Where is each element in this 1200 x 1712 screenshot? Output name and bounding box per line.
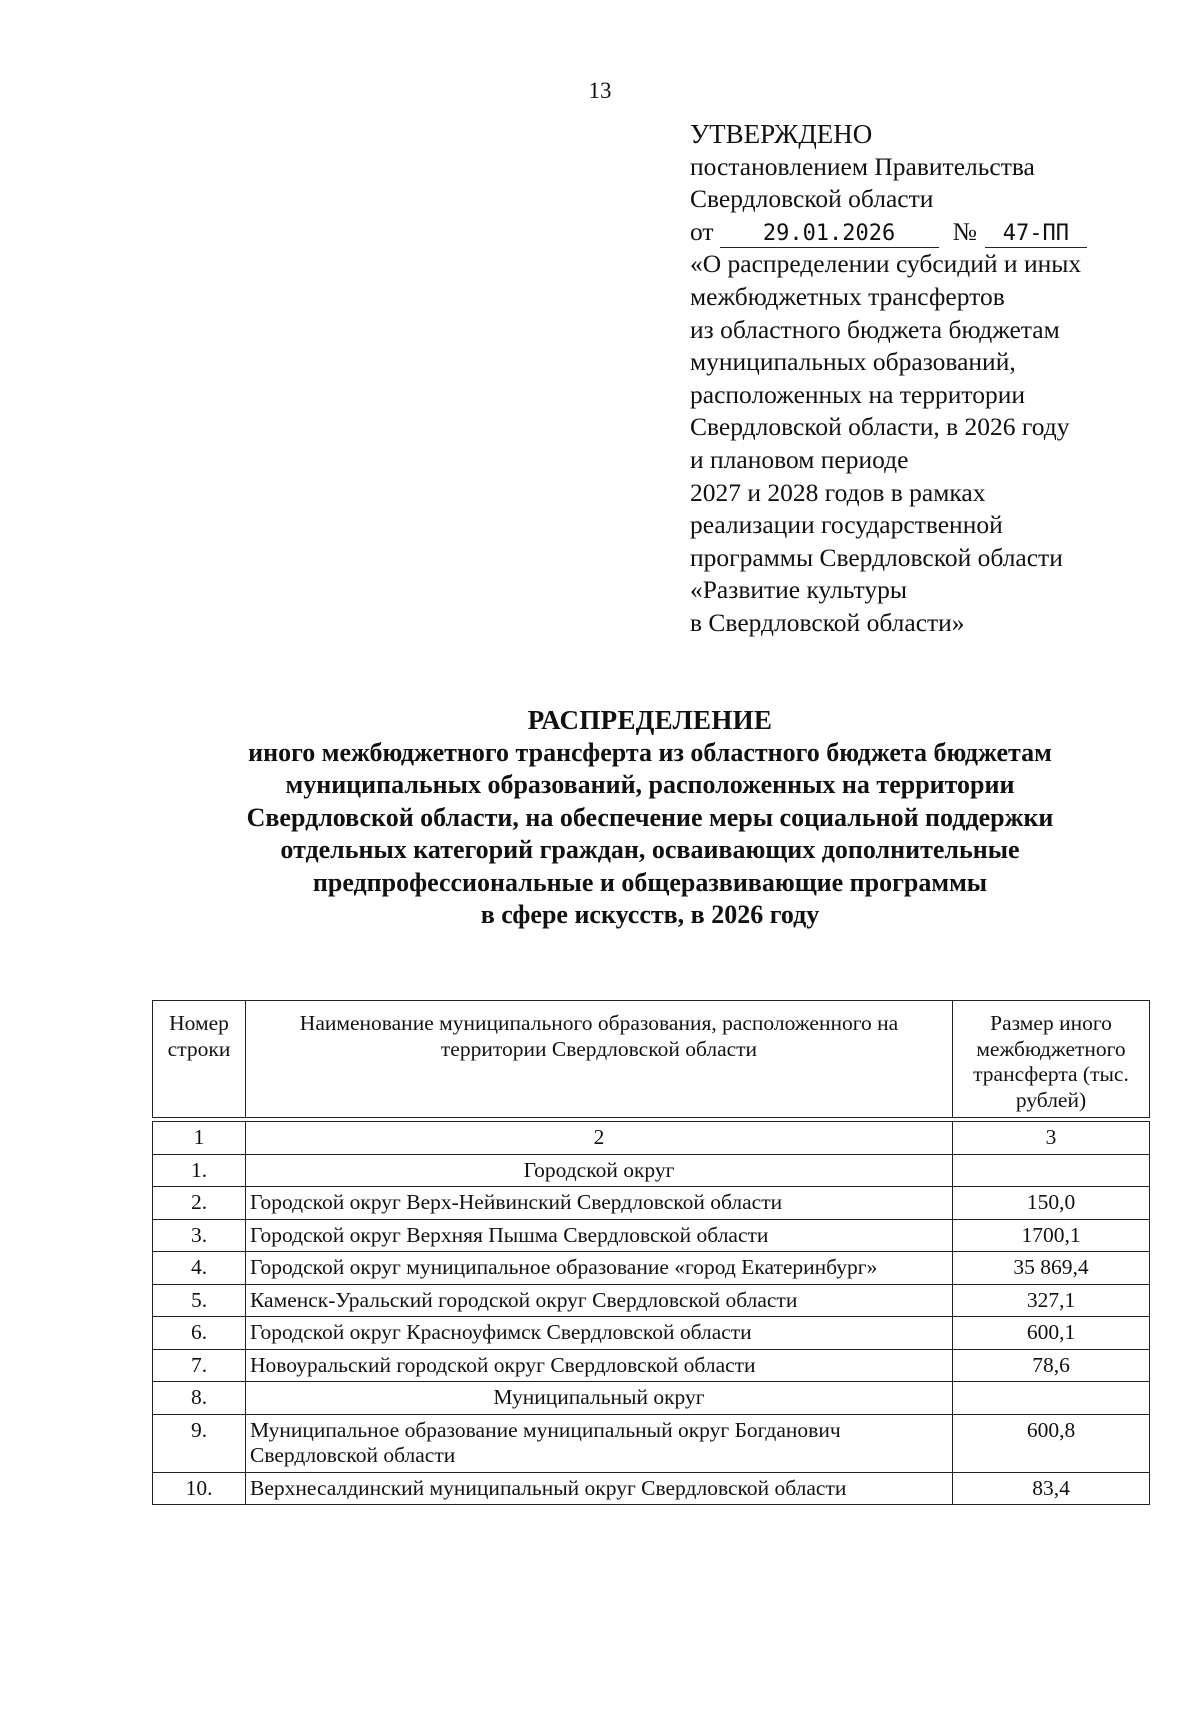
municipality-name: Городской округ Верхняя Пышма Свердловской области [246,1219,953,1252]
transfer-amount: 1700,1 [953,1219,1150,1252]
distribution-table [152,1000,1150,1505]
table-row [153,1317,1150,1350]
column-numbers-row [153,1122,1150,1155]
municipality-name: Городской округ Красноуфимск Свердловской области [246,1317,953,1350]
row-number: 5. [153,1284,246,1317]
decree-subject-line: муниципальных образований, [690,347,1016,377]
table-row [153,1472,1150,1505]
row-number: 10. [153,1472,246,1505]
transfer-amount [953,1154,1150,1187]
row-number: 7. [153,1349,246,1382]
table-row [153,1252,1150,1285]
transfer-amount: 600,1 [953,1317,1150,1350]
decree-subject-line: 2027 и 2028 годов в рамках [690,477,986,507]
decree-subject-line: из областного бюджета бюджетам [690,314,1060,344]
municipality-name: Городской округ Верх-Нейвинский Свердловской области [246,1187,953,1220]
transfer-amount: 150,0 [953,1187,1150,1220]
row-number: 4. [153,1252,246,1285]
title-line: отдельных категорий граждан, осваивающих дополнительные [280,835,1020,864]
transfer-amount: 327,1 [953,1284,1150,1317]
title-heading: РАСПРЕДЕЛЕНИЕ [527,705,773,735]
decree-subject-line: «О распределении субсидий и иных [690,249,1082,279]
decree-subject-line: реализации государственной [690,510,1003,540]
column-number: 3 [953,1122,1150,1155]
title-text [130,737,1170,932]
municipality-name: Городской округ муниципальное образование «город Екатеринбург» [246,1252,953,1285]
decree-subject-line: и плановом периоде [690,444,909,474]
title-line: муниципальных образований, расположенных на территории [285,770,1015,799]
column-number: 1 [153,1122,246,1155]
header-row-number: Номер строки [153,1001,246,1118]
row-number: 1. [153,1154,246,1187]
section-heading: Муниципальный округ [246,1382,953,1415]
decree-subject-line: межбюджетных трансфертов [690,281,1005,311]
title-line: предпрофессиональные и общеразвивающие программы [312,867,988,897]
table-header-row [153,1001,1150,1118]
decree-date: 29.01.2026 [720,221,939,248]
decree-subject-line: в Свердловской области» [690,607,965,637]
approved-label: УТВЕРЖДЕНО [690,119,873,149]
approval-line-1: постановлением Правительства [690,151,1035,181]
number-sign: № [952,216,977,246]
transfer-amount [953,1382,1150,1415]
decree-date-number-line [690,216,1170,249]
row-number: 9. [153,1414,246,1472]
row-number: 8. [153,1382,246,1415]
title-line: иного межбюджетного трансферта из областного бюджета бюджетам [248,737,1052,767]
table-row [153,1382,1150,1415]
table-row [153,1284,1150,1317]
table-row [153,1154,1150,1187]
date-prefix: от [690,216,714,246]
column-number: 2 [246,1122,953,1155]
table-row [153,1349,1150,1382]
decree-subject-line: расположенных на территории [690,379,1025,409]
row-number: 2. [153,1187,246,1220]
municipality-name: Каменск-Уральский городской округ Свердловской области [246,1284,953,1317]
transfer-amount: 78,6 [953,1349,1150,1382]
table-row [153,1414,1150,1472]
municipality-name: Муниципальное образование муниципальный округ Богданович Свердловской области [246,1414,953,1472]
title-line: Свердловской области, на обеспечение меры социальной поддержки [246,802,1054,832]
header-municipality-name: Наименование муниципального образования, расположенного на территории Свердловской области [246,1001,953,1118]
title-line: в сфере искусств, в 2026 году [480,900,820,929]
header-transfer-amount: Размер иного межбюджетного трансферта (тыс. рублей) [953,1001,1150,1118]
section-heading: Городской округ [246,1154,953,1187]
municipality-name: Верхнесалдинский муниципальный округ Свердловской области [246,1472,953,1505]
approval-line-2: Свердловской области [690,184,934,214]
page-number: 13 [588,78,612,103]
transfer-amount: 83,4 [953,1472,1150,1505]
municipality-name: Новоуральский городской округ Свердловской области [246,1349,953,1382]
decree-number: 47-ПП [985,221,1087,248]
approval-block [690,118,1170,640]
transfer-amount: 600,8 [953,1414,1150,1472]
document-title [130,704,1170,932]
transfer-amount: 35 869,4 [953,1252,1150,1285]
table-row [153,1219,1150,1252]
decree-subject-line: «Развитие культуры [690,575,907,605]
decree-subject [690,248,1170,639]
row-number: 6. [153,1317,246,1350]
row-number: 3. [153,1219,246,1252]
table-row [153,1187,1150,1220]
decree-subject-line: программы Свердловской области [690,542,1063,572]
decree-subject-line: Свердловской области, в 2026 году [690,412,1070,442]
